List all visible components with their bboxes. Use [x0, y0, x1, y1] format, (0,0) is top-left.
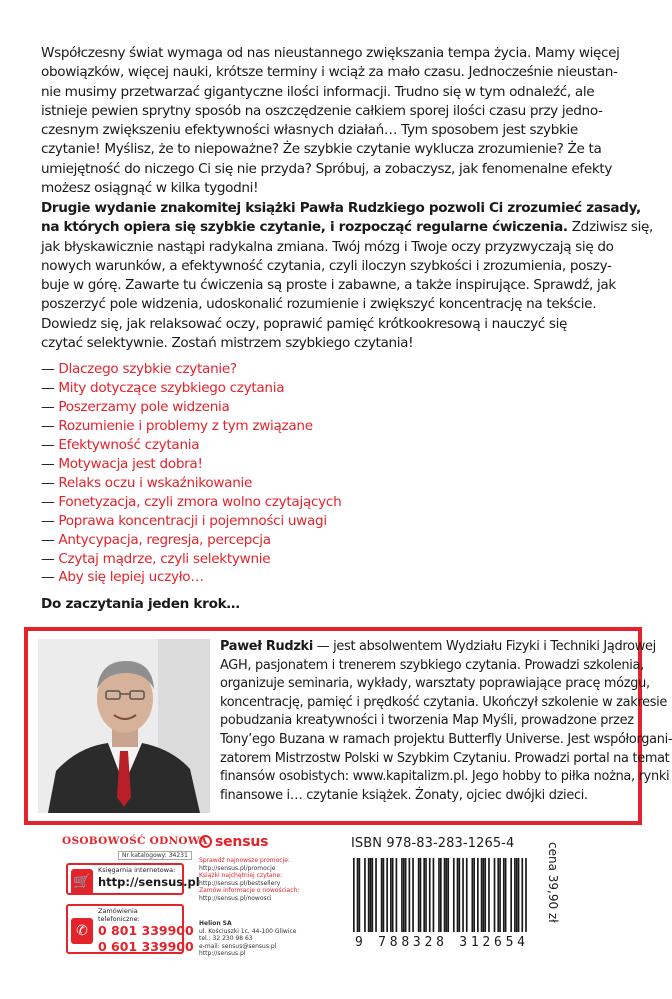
phone-number: 0 601 339900 — [98, 939, 194, 954]
chapter-item — [41, 436, 641, 455]
description-line: Dowiedz się, jak relaksować oczy, poprawić pamięć krótkookresową i nauczyć się — [41, 315, 568, 332]
online-bookstore-label: Księgarnia internetowa: — [98, 866, 176, 874]
chapter-item — [41, 531, 641, 550]
barcode-bar — [494, 858, 496, 932]
barcode — [353, 858, 527, 950]
chapter-item — [41, 568, 641, 587]
chapter-dash: — — [41, 531, 59, 548]
chapter-title: Fonetyzacja, czyli zmora wolno czytających — [58, 493, 342, 510]
barcode-bar — [364, 858, 366, 932]
chapter-dash: — — [41, 417, 59, 434]
barcode-bar — [518, 858, 520, 932]
barcode-bar — [466, 858, 468, 932]
publisher-line: tel.: 32 230 98 63 — [199, 935, 253, 943]
barcode-bar — [372, 858, 374, 932]
author-bio-line: Tony’ego Buzana w ramach projektu Butterfly Universe. Jest współorgani- — [220, 731, 672, 747]
series-logo: OSOBOWOŚĆ ODNOWA — [62, 835, 208, 847]
author-bio-line: — jest absolwentem Wydziału Fizyki i Techniki Jądrowej — [312, 639, 656, 654]
author-bio-line: pobudzania kreatywności i tworzenia Map Myśli, prowadzone przez — [220, 713, 634, 729]
cart-icon: 🛒 — [71, 869, 93, 895]
chapter-item — [41, 398, 641, 417]
online-bookstore-box — [66, 863, 200, 895]
barcode-bar — [462, 858, 464, 932]
bold-lead: na których opiera się szybkie czytanie, i rozpocząć regularne ćwiczenia. — [41, 219, 568, 236]
barcode-bar — [392, 858, 394, 932]
publisher-line: Helion SA — [199, 920, 232, 927]
barcode-bar — [440, 858, 442, 938]
promo-label: Sprawdź najnowsze promocje: — [199, 857, 290, 864]
barcode-bar — [510, 858, 512, 932]
chapter-title: Mity dotyczące szybkiego czytania — [58, 379, 285, 396]
barcode-bar — [457, 858, 459, 932]
barcode-bar — [383, 858, 385, 932]
intro-paragraph — [41, 44, 641, 198]
isbn-text: ISBN 978-83-283-1265-4 — [351, 836, 515, 851]
chapter-list — [41, 360, 641, 587]
author-bio — [220, 638, 672, 805]
barcode-bar — [471, 858, 473, 932]
barcode-bar — [483, 858, 485, 932]
barcode-bar — [418, 858, 420, 932]
barcode-bar — [368, 858, 370, 932]
barcode-bar — [423, 858, 425, 932]
publisher-logo — [199, 834, 268, 850]
barcode-bar — [375, 858, 377, 932]
description-line: jak błyskawicznie nastąpi radykalna zmiana. Twój mózg i Twoje oczy przyzwyczają się do — [41, 238, 614, 255]
closing-line: Do zaczytania jeden krok… — [41, 596, 240, 612]
chapter-title: Motywacja jest dobra! — [58, 455, 203, 472]
description-line: buje w górę. Zawarte tu ćwiczenia są proste i zabawne, a także inspirujące. Sprawdź, jak — [41, 277, 616, 294]
chapter-dash: — — [41, 493, 59, 510]
description-line: czytać selektywnie. Zostań mistrzem szybkiego czytania! — [41, 335, 414, 352]
barcode-bar — [403, 858, 405, 932]
barcode-bar — [420, 858, 422, 932]
chapter-title: Czytaj mądrze, czyli selektywnie — [58, 550, 271, 567]
barcode-bar — [521, 858, 523, 938]
barcode-bar — [353, 858, 355, 938]
chapter-dash: — — [41, 398, 59, 415]
barcode-bar — [425, 858, 427, 932]
barcode-bar — [459, 858, 461, 932]
barcode-bar — [477, 858, 479, 932]
description-line: nowych warunków, a efektywność czytania, czyli iloczyn szybkości i zrozumienia, poszy- — [41, 257, 612, 274]
chapter-item — [41, 417, 641, 436]
chapter-title: Dlaczego szybkie czytanie? — [58, 361, 237, 377]
barcode-bar — [357, 858, 359, 938]
bold-lead: Drugie wydanie znakomitej książki Pawła Rudzkiego pozwoli Ci zrozumieć zasady, — [41, 200, 641, 216]
chapter-dash: — — [41, 550, 59, 567]
chapter-title: Rozumienie i problemy z tym związane — [58, 417, 313, 434]
barcode-bar — [514, 858, 516, 932]
author-photo — [38, 639, 210, 813]
intro-line: czytanie! Myślisz, że to niepoważne? Że szybkie czytanie wyklucza zrozumienie? Że ta — [41, 141, 602, 158]
author-name: Paweł Rudzki — [220, 639, 313, 654]
sensus-circle-icon — [199, 835, 212, 848]
intro-line: czesnym zwiększeniu efektywności własnych działań… Tym sposobem jest szybkie — [41, 122, 578, 139]
chapter-dash: — — [41, 474, 59, 491]
author-bio-line: AGH, pasjonatem i trenerem szybkiego czytania. Prowadzi szkolenia, — [220, 657, 644, 673]
isbn-block — [351, 836, 531, 950]
chapter-dash: — — [41, 436, 59, 453]
chapter-title: Relaks oczu i wskaźnikowanie — [58, 474, 253, 491]
chapter-item — [41, 379, 641, 398]
barcode-bar — [484, 858, 486, 932]
publisher-line: http://sensus.pl — [199, 950, 246, 958]
phone-order-box — [66, 904, 194, 954]
chapter-item — [41, 493, 641, 512]
chapter-dash: — — [41, 379, 59, 396]
barcode-bar — [497, 858, 499, 932]
promo-url: http://sensus.pl/promocje — [199, 864, 276, 872]
promo-links — [199, 857, 339, 903]
intro-line: Współczesny świat wymaga od nas nieustannego zwiększania tempa życia. Mamy więcej — [41, 45, 620, 61]
author-bio-line: finansów osobistych: www.kapitalizm.pl. Jego hobby to piłka nożna, rynki — [220, 769, 670, 785]
barcode-bar — [447, 858, 449, 932]
barcode-bar — [412, 858, 414, 932]
author-bio-line: organizuje seminaria, wykłady, warsztaty poprawiające pracę mózgu, — [220, 676, 650, 692]
barcode-bar — [481, 858, 483, 932]
barcode-bar — [359, 858, 361, 932]
barcode-bar — [409, 858, 411, 932]
price-label: cena 39,90 zł — [546, 842, 560, 923]
intro-line: nie musimy przetwarzać gigantyczne ilości informacji. Trudno się w tym odnaleźć, ale — [41, 83, 595, 100]
description-text: Zdziwisz się, — [567, 219, 654, 236]
barcode-bar — [429, 858, 431, 932]
barcode-bar — [488, 858, 490, 932]
barcode-bar — [390, 858, 392, 932]
barcode-bar — [453, 858, 455, 932]
chapter-item — [41, 550, 641, 569]
barcode-bar — [381, 858, 383, 932]
author-bio-line: finansowe i… czytanie książek. Żonaty, ojciec dwójki dzieci. — [220, 787, 588, 803]
chapter-dash: — — [41, 361, 59, 377]
chapter-item — [41, 455, 641, 474]
author-portrait-image — [38, 639, 210, 813]
intro-line: istnieje pewien sprytny sposób na oszczędzenie całkiem sporej ilości czasu przy jedno- — [41, 102, 603, 119]
intro-line: możesz osiągnąć w kilka tygodni! — [41, 180, 259, 197]
promo-label: Książki najchętniej czytane: — [199, 872, 283, 880]
phone-order-label: Zamówienia telefoniczne: — [98, 907, 140, 923]
online-bookstore-url: http://sensus.pl — [98, 875, 200, 889]
barcode-bar — [525, 858, 527, 938]
chapter-dash: — — [41, 455, 59, 472]
description-line: poszerzyć pole widzenia, udoskonalić rozumienie i zwiększyć koncentrację na tekście. — [41, 296, 597, 313]
publisher-line: ul. Kościuszki 1c, 44-100 Gliwice — [199, 927, 297, 935]
phone-icon: ✆ — [71, 918, 93, 944]
chapter-item — [41, 360, 641, 379]
barcode-bar — [438, 858, 440, 938]
chapter-title: Aby się lepiej uczyło… — [58, 569, 204, 586]
promo-url: http://sensus.pl/bestsellery — [199, 879, 281, 887]
barcode-bars — [353, 858, 527, 938]
phone-number: 0 801 339900 — [98, 923, 194, 938]
promo-url: http://sensus.pl/nowosci — [199, 894, 272, 902]
barcode-bar — [516, 858, 518, 932]
barcode-bar — [370, 858, 372, 932]
publisher-line: e-mail: sensus@sensus.pl — [199, 942, 277, 950]
barcode-bar — [444, 858, 446, 932]
chapter-item — [41, 512, 641, 531]
publisher-address — [199, 920, 339, 958]
intro-line: umiejętność do niczego Ci się nie przyda? Spróbuj, a zobaczysz, jak fenomenalne efekty — [41, 160, 613, 177]
promo-label: Zamów informacje o nowościach: — [199, 887, 300, 895]
author-box — [24, 627, 672, 825]
barcode-bar — [446, 858, 448, 932]
author-bio-line: zatorem Mistrzostw Polski w Szybkim Czytaniu. Prowadzi portal na temat — [220, 750, 670, 766]
chapter-title: Efektywność czytania — [58, 436, 200, 453]
intro-line: obowiązków, więcej nauki, krótsze terminy i wciąż za mało czasu. Jednocześnie nieustan- — [41, 64, 618, 81]
barcode-bar — [396, 858, 398, 932]
chapter-title: Poprawa koncentracji i pojemności uwagi — [58, 512, 327, 529]
barcode-bar — [499, 858, 501, 932]
barcode-bar — [401, 858, 403, 932]
chapter-item — [41, 474, 641, 493]
barcode-digits: 9 788328 312654 — [355, 935, 525, 950]
chapter-dash: — — [41, 512, 59, 529]
publisher-logo-text: sensus — [215, 834, 269, 850]
barcode-bar — [433, 858, 435, 932]
barcode-bar — [505, 858, 507, 932]
barcode-bar — [503, 858, 505, 932]
chapter-title: Poszerzamy pole widzenia — [58, 398, 230, 415]
barcode-bar — [473, 858, 475, 932]
chapter-title: Antycypacja, regresja, percepcja — [58, 531, 271, 548]
author-bio-line: koncentrację, pamięć i prędkość czytania. Ukończył szkolenie w zakresie — [220, 694, 668, 710]
description-paragraph — [41, 199, 654, 353]
catalog-number: Nr katalogowy: 34231 — [118, 851, 192, 860]
barcode-bar — [405, 858, 407, 932]
chapter-dash: — — [41, 569, 59, 586]
barcode-bar — [386, 858, 388, 932]
